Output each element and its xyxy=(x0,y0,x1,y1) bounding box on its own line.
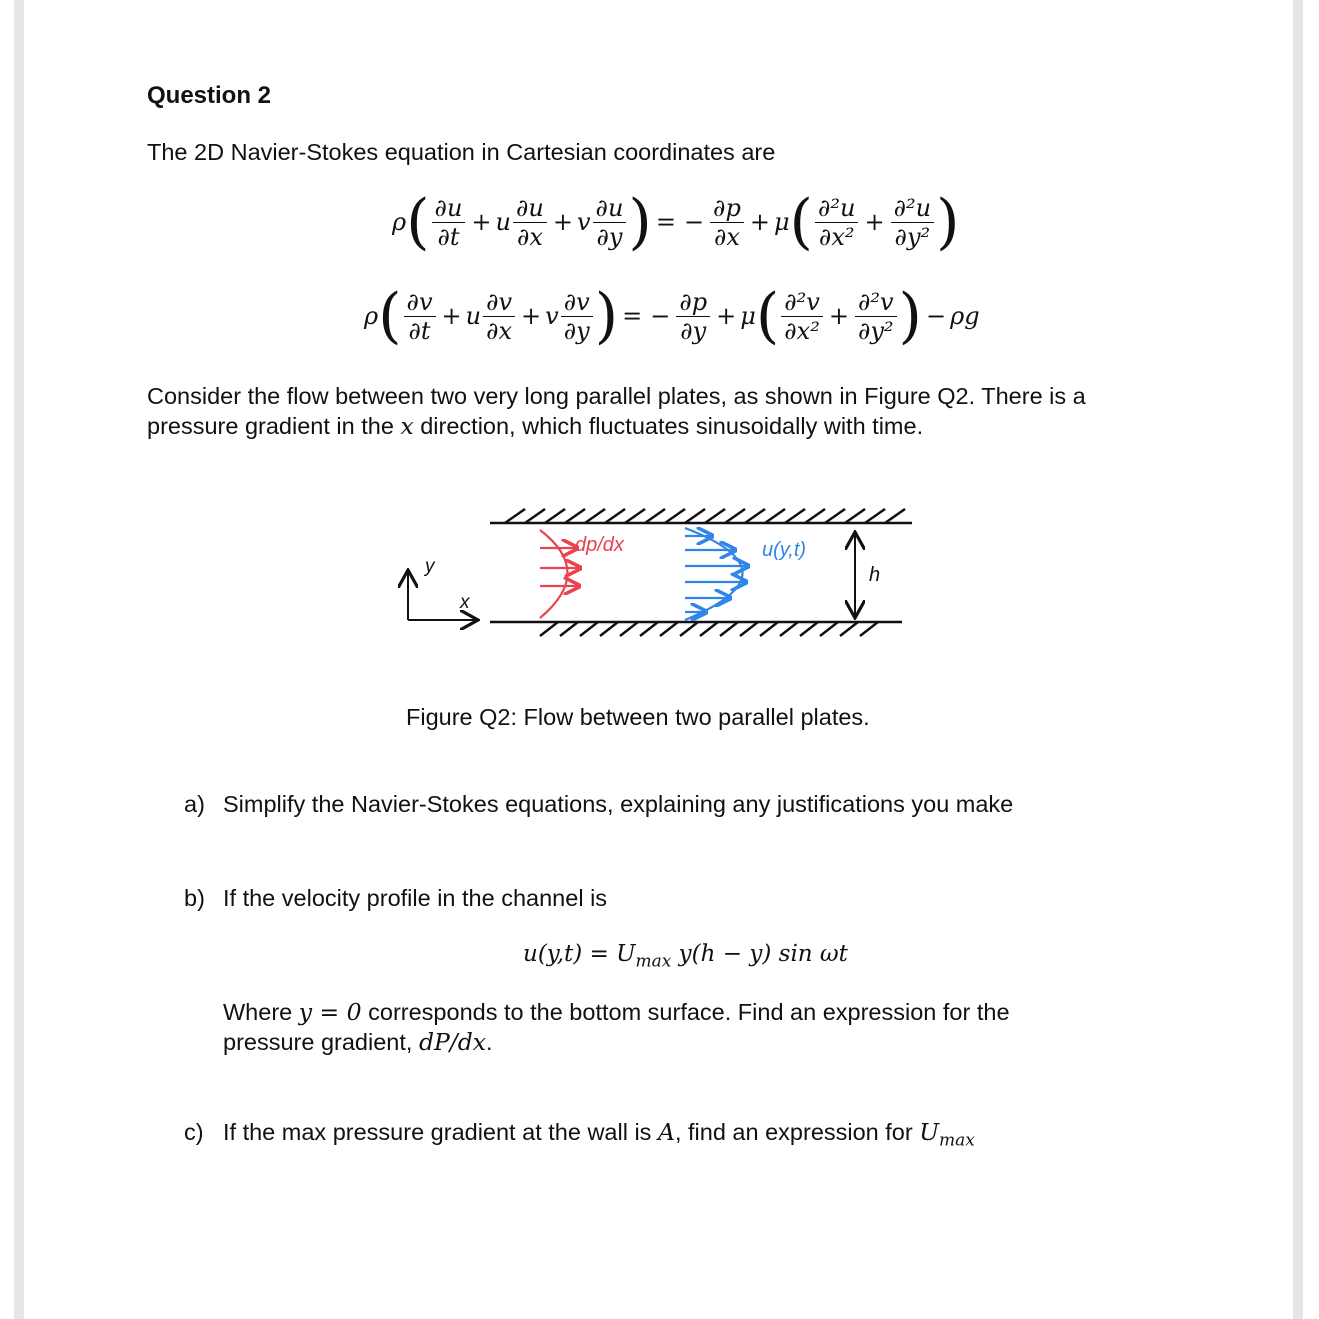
velocity-label: u(y,t) xyxy=(762,539,807,561)
part-b-where-line-2: pressure gradient, dP/dx. xyxy=(223,1028,493,1056)
navier-stokes-y-equation: ρ( $\frac{\partial v}{\partial t}$ + u $\frac{\partial v}{\partial x}$ + v $\frac{\partial v}{\partial y}$ ) = − $\frac{\partial p}{\partial y}$ + μ( $\frac{\text{∂²v}}{\text{∂x²}}$ + $\frac{\text{∂²v}}{\text{∂y²}}$ ) − ρg xyxy=(364,281,980,351)
intro-text: The 2D Navier-Stokes equation in Cartesian coordinates are xyxy=(147,139,776,165)
part-a-text: Simplify the Navier-Stokes equations, explaining any justifications you make xyxy=(223,791,1014,817)
part-a-label: a) xyxy=(184,791,205,817)
navier-stokes-x-equation: ρ( $\frac{\partial u}{\partial t}$ + u $\frac{\partial u}{\partial x}$ + v $\frac{\partial u}{\partial y}$ ) = − $\frac{\partial p}{\partial x}$ + μ( $\frac{\text{∂²u}}{\text{∂x²}}$ + $\frac{\text{∂²u}}{\text{∂y²}}$ ) xyxy=(392,187,960,257)
page-shadow-right xyxy=(1293,0,1303,1319)
part-b-label: b) xyxy=(184,885,205,911)
part-c-text: If the max pressure gradient at the wall is A, find an expression for $U_{max}$ xyxy=(223,1118,975,1151)
x-axis-label: x xyxy=(460,592,470,613)
flow-figure xyxy=(390,500,930,650)
pressure-gradient-label: dp/dx xyxy=(575,534,624,556)
y-axis-label: y xyxy=(425,556,435,577)
bottom-wall xyxy=(490,622,902,636)
question-title: Question 2 xyxy=(147,82,272,109)
part-b-where-line-1: Where y = 0 corresponds to the bottom surface. Find an expression for the xyxy=(223,998,1010,1026)
part-c-label: c) xyxy=(184,1119,204,1145)
velocity-profile xyxy=(685,528,748,620)
part-b-text: If the velocity profile in the channel is xyxy=(223,885,608,911)
page-shadow-left xyxy=(14,0,24,1319)
velocity-profile-equation: $u(y,t) = U_{max}$ y(h − y) sin ωt xyxy=(523,941,848,972)
context-line-1: Consider the flow between two very long parallel plates, as shown in Figure Q2. There is a xyxy=(147,383,1086,409)
height-label: h xyxy=(869,564,881,586)
figure-caption: Figure Q2: Flow between two parallel plates. xyxy=(406,704,870,730)
top-wall xyxy=(490,509,912,523)
pressure-gradient-profile xyxy=(540,530,580,618)
context-line-2: pressure gradient in the x direction, which fluctuates sinusoidally with time. xyxy=(147,412,924,440)
